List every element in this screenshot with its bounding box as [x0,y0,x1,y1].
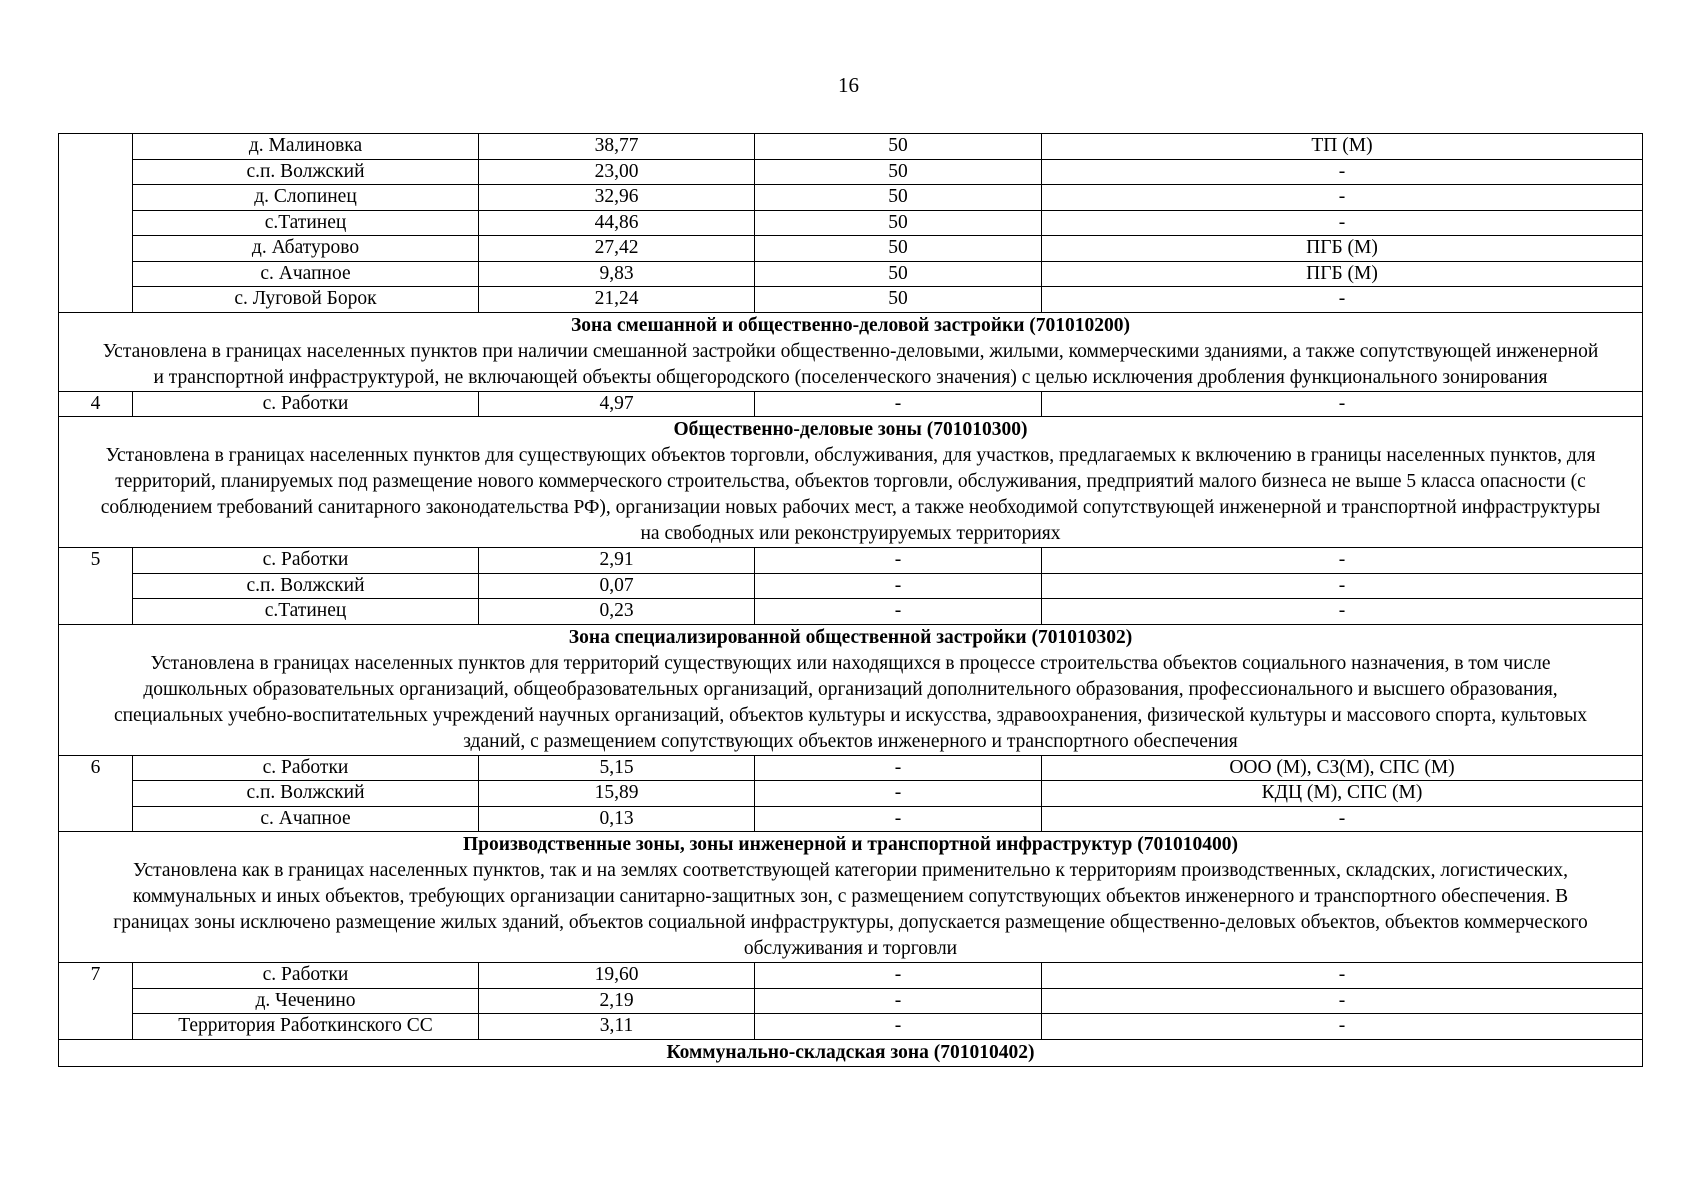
place-cell: д. Абатурово [133,236,479,262]
place-cell: Территория Работкинского СС [133,1014,479,1040]
zone-header-cell [59,1039,1643,1066]
place-cell: с. Ачапное [133,261,479,287]
col4-cell: 50 [755,287,1042,313]
zones-table [58,133,1643,1067]
zone-description: Установлена в границах населенных пунктов для существующих объектов торговли, обслуживания, для участков, предлагаемых к включению в границы населенных пунктов, для территорий, планируемых под размещение нового коммерческого строительства, объектов торговли, обслуживания, предприятий малого бизнеса не выше 5 класса опасности (с соблюдением требований санитарного законодательства РФ), организации новых рабочих мест, а также необходимой сопутствующей инженерной и транспортной инфраструктуры на свободных или реконструируемых территориях [100,445,1601,544]
col4-cell: - [755,963,1042,989]
col4-cell: 50 [755,261,1042,287]
place-cell: с. Ачапное [133,806,479,832]
col4-cell: 50 [755,159,1042,185]
col5-cell: - [1042,159,1643,185]
area-cell: 4,97 [479,391,755,417]
place-cell: д. Слопинец [133,185,479,211]
zone-description: Установлена в границах населенных пунктов для территорий существующих или находящихся в процессе строительства объектов социального назначения, в том числе дошкольных образовательных организаций, общеобразовательных организаций, организаций дополнительного образования, профессионального и высшего образования, специальных учебно-воспитательных учреждений научных организаций, объектов культуры и искусства, здравоохранения, физической культуры и массового спорта, культовых зданий, с размещением сопутствующих объектов инженерного и транспортного обеспечения [113,652,1588,752]
table-row [59,548,1643,574]
area-cell: 19,60 [479,963,755,989]
place-cell: с.п. Волжский [133,781,479,807]
col4-cell: - [755,548,1042,574]
col4-cell: - [755,391,1042,417]
place-cell: с.п. Волжский [133,573,479,599]
place-cell: с.п. Волжский [133,159,479,185]
table-row [59,236,1643,262]
col5-cell: ПГБ (М) [1042,261,1643,287]
col5-cell: - [1042,287,1643,313]
area-cell: 32,96 [479,185,755,211]
col5-cell: - [1042,963,1643,989]
zone-header-cell [59,417,1643,548]
area-cell: 38,77 [479,134,755,160]
col5-cell: - [1042,185,1643,211]
table-row [59,391,1643,417]
zone-header-cell [59,832,1643,963]
area-cell: 2,19 [479,988,755,1014]
area-cell: 0,13 [479,806,755,832]
area-cell: 3,11 [479,1014,755,1040]
table-row [59,159,1643,185]
table-row [59,287,1643,313]
table-row [59,134,1643,160]
area-cell: 21,24 [479,287,755,313]
area-cell: 0,07 [479,573,755,599]
zone-header-row [59,832,1643,963]
place-cell: д. Малиновка [133,134,479,160]
col5-cell: ПГБ (М) [1042,236,1643,262]
area-cell: 27,42 [479,236,755,262]
row-number-cell: 7 [59,963,133,1040]
zone-header-row [59,417,1643,548]
zone-description: Установлена в границах населенных пунктов при наличии смешанной застройки общественно-деловыми, жилыми, коммерческими зданиями, а также сопутствующей инженерной и транспортной инфраструктурой, не включающей объекты общегородского (поселенческого значения) с целью исключения дробления функционального зонирования [102,340,1599,388]
col4-cell: - [755,806,1042,832]
col4-cell: - [755,573,1042,599]
table-row [59,261,1643,287]
place-cell: с.Татинец [133,599,479,625]
row-number-cell [59,134,133,313]
place-cell: с. Работки [133,963,479,989]
zone-title: Зона специализированной общественной застройки (701010302) [568,626,1133,648]
col4-cell: - [755,599,1042,625]
table-row [59,806,1643,832]
col4-cell: - [755,988,1042,1014]
zone-header-row [59,312,1643,391]
col5-cell: - [1042,573,1643,599]
col4-cell: 50 [755,236,1042,262]
col5-cell: - [1042,210,1643,236]
col5-cell: - [1042,806,1643,832]
col5-cell: - [1042,1014,1643,1040]
row-number-cell: 5 [59,548,133,625]
place-cell: с. Работки [133,391,479,417]
zone-header-cell [59,624,1643,755]
col4-cell: 50 [755,210,1042,236]
place-cell: с.Татинец [133,210,479,236]
table-row [59,210,1643,236]
col5-cell: КДЦ (М), СПС (М) [1042,781,1643,807]
area-cell: 23,00 [479,159,755,185]
area-cell: 44,86 [479,210,755,236]
place-cell: с. Работки [133,548,479,574]
col5-cell: ООО (М), СЗ(М), СПС (М) [1042,755,1643,781]
page-number: 16 [838,73,859,97]
zone-header-row [59,624,1643,755]
table-row [59,755,1643,781]
area-cell: 0,23 [479,599,755,625]
col5-cell: - [1042,988,1643,1014]
col5-cell: ТП (М) [1042,134,1643,160]
area-cell: 2,91 [479,548,755,574]
table-row [59,781,1643,807]
table-row [59,988,1643,1014]
zone-header-cell [59,312,1643,391]
zone-description: Установлена как в границах населенных пунктов, так и на землях соответствующей категории применительно к территориям производственных, складских, логистических, коммунальных и иных объектов, требующих организации санитарно-защитных зон, с размещением сопутствующих объектов инженерного и транспортного обеспечения. В границах зоны исключено размещение жилых зданий, объектов социальной инфраструктуры, допускается размещение общественно-деловых объектов, объектов коммерческого обслуживания и торговли [113,860,1588,959]
area-cell: 5,15 [479,755,755,781]
col4-cell: - [755,781,1042,807]
place-cell: с. Луговой Борок [133,287,479,313]
table-row [59,185,1643,211]
row-number-cell: 4 [59,391,133,417]
zone-title: Общественно-деловые зоны (701010300) [673,419,1028,440]
col4-cell: 50 [755,134,1042,160]
col5-cell: - [1042,599,1643,625]
area-cell: 15,89 [479,781,755,807]
col4-cell: - [755,1014,1042,1040]
table-row [59,573,1643,599]
area-cell: 9,83 [479,261,755,287]
table-row [59,1014,1643,1040]
col4-cell: 50 [755,185,1042,211]
row-number-cell: 6 [59,755,133,832]
place-cell: д. Чеченино [133,988,479,1014]
place-cell: с. Работки [133,755,479,781]
zone-title: Коммунально-складская зона (701010402) [666,1041,1035,1063]
col5-cell: - [1042,548,1643,574]
col4-cell: - [755,755,1042,781]
table-row [59,599,1643,625]
zone-title: Производственные зоны, зоны инженерной и транспортной инфраструктур (701010400) [462,834,1239,855]
zone-header-row [59,1039,1643,1066]
table-row [59,963,1643,989]
zones-table-body [59,134,1643,1067]
zone-title: Зона смешанной и общественно-деловой застройки (701010200) [570,314,1131,336]
col5-cell: - [1042,391,1643,417]
